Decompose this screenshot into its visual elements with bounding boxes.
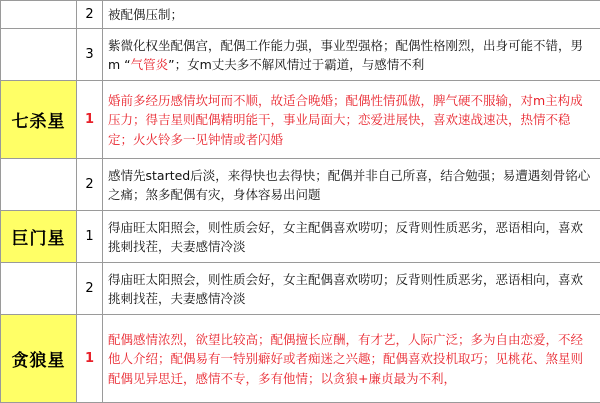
description-segment: ”；女m丈夫多不解风情过于霸道，与感情不利	[168, 57, 424, 72]
description-segment: 被配偶压制；	[108, 7, 183, 22]
table-row[interactable]	[1, 29, 600, 81]
table-row[interactable]	[1, 81, 600, 159]
description-cell[interactable]	[103, 1, 600, 29]
description-cell[interactable]	[103, 159, 600, 211]
table-row[interactable]	[1, 211, 600, 263]
table-body	[1, 1, 600, 403]
brightness-level-cell[interactable]: 1	[77, 211, 103, 263]
star-name-cell[interactable]: 巨门星	[1, 211, 77, 263]
star-name-cell[interactable]	[1, 159, 77, 211]
brightness-level-cell[interactable]: 1	[77, 81, 103, 159]
brightness-level-cell[interactable]: 3	[77, 29, 103, 81]
description-segment: 气管炎	[131, 57, 169, 72]
description-cell[interactable]	[103, 29, 600, 81]
brightness-level-cell[interactable]: 2	[77, 1, 103, 29]
description-segment: 紫微化权坐配偶宫，配偶工作能力强，事业型强格；配偶性格刚烈，出身可能不错，男m “	[108, 38, 583, 72]
table-row[interactable]	[1, 263, 600, 315]
star-name-cell[interactable]	[1, 263, 77, 315]
description-cell[interactable]	[103, 263, 600, 315]
table-row[interactable]	[1, 159, 600, 211]
description-segment: 婚前多经历感情坎坷而不顺，故适合晚婚；配偶性情孤傲，脾气硬不服输，对m主构成压力；得吉星则配偶精明能干，事业局面大；恋爱进展快，	[108, 93, 583, 127]
table-row[interactable]	[1, 315, 600, 403]
description-segment: 得庙旺太阳照会，则性质会好，女主配偶喜欢唠叨；反背则性质恶劣，恶语相向，喜欢挑刺找茬，夫妻感情冷淡	[108, 272, 583, 306]
description-segment: 配偶感情浓烈，欲望比较高；配偶擅长应酬，有才艺，人际广泛；多为自由恋爱，不经他人介绍；配偶易有一特别癖好或者痴迷之兴趣；配偶喜欢投机取巧；见桃花、煞星则配偶见异思迁，感情不专，多有他情；以贪狼+廉贞最为不利，	[108, 332, 583, 386]
description-segment: 感情先started后淡，来得快也去得快；配偶并非自己所喜，结合勉强；易遭遇刻骨铭心之痛；煞多配偶有灾，身体容易出问题	[108, 168, 590, 202]
description-segment: 得庙旺太阳照会，则性质会好，女主配偶喜欢唠叨；反背则性质恶劣，恶语相向，喜欢挑刺找茬，夫妻感情冷淡	[108, 220, 583, 254]
star-name-cell[interactable]: 贪狼星	[1, 315, 77, 403]
description-segment: 喜欢速战速决，热情不稳定；火火铃多一见钟情或者闪婚	[108, 112, 571, 146]
description-cell[interactable]	[103, 81, 600, 159]
brightness-level-cell[interactable]: 2	[77, 263, 103, 315]
description-cell[interactable]	[103, 211, 600, 263]
table-row[interactable]	[1, 1, 600, 29]
star-name-cell[interactable]: 七杀星	[1, 81, 77, 159]
description-cell[interactable]	[103, 315, 600, 403]
brightness-level-cell[interactable]: 2	[77, 159, 103, 211]
brightness-level-cell[interactable]: 1	[77, 315, 103, 403]
star-name-cell[interactable]	[1, 29, 77, 81]
star-name-cell[interactable]	[1, 1, 77, 29]
